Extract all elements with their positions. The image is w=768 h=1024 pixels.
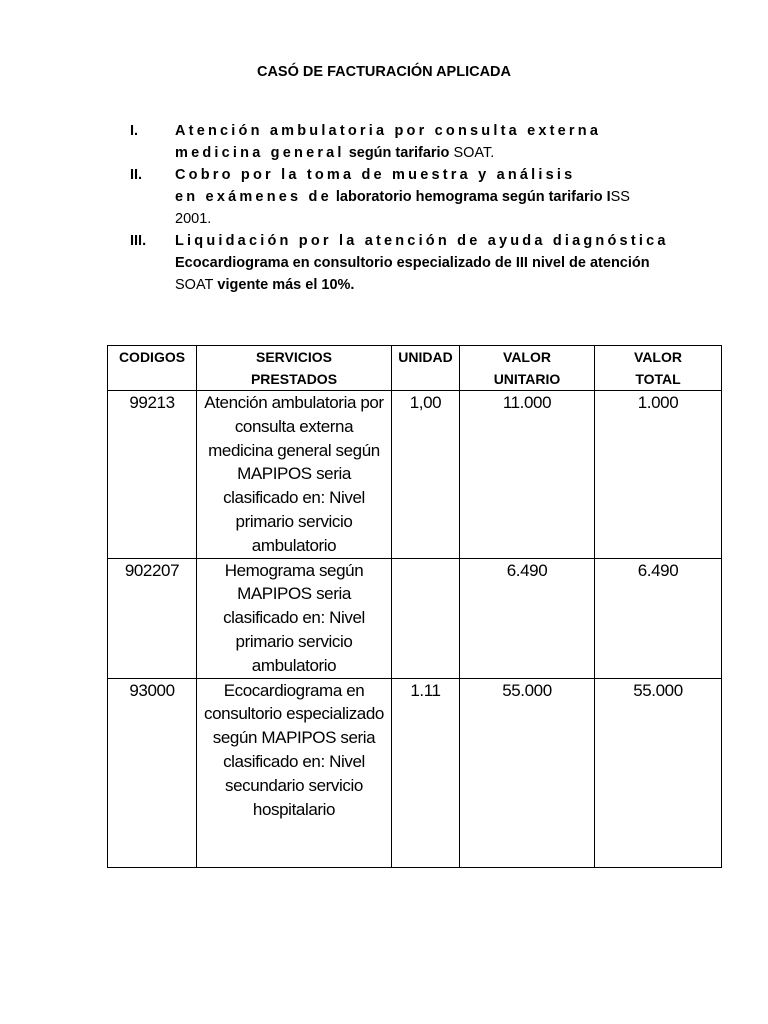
cell-codigo: 902207 bbox=[108, 558, 197, 678]
case-list bbox=[130, 120, 690, 296]
header-unidad: UNIDAD bbox=[392, 346, 460, 391]
header-codigos: CODIGOS bbox=[108, 346, 197, 391]
list-item bbox=[130, 120, 690, 164]
list-number: III. bbox=[130, 233, 147, 249]
cell-unidad: 1.11 bbox=[392, 678, 460, 867]
header-valor-total bbox=[595, 346, 722, 391]
cell-valor-total: 55.000 bbox=[595, 678, 722, 867]
cell-valor-unitario: 6.490 bbox=[460, 558, 595, 678]
table-row bbox=[108, 391, 722, 559]
list-line: Atención ambulatoria por consulta externa bbox=[175, 123, 602, 139]
table-row bbox=[108, 558, 722, 678]
header-text: VALOR bbox=[503, 349, 551, 365]
list-text: SOAT bbox=[175, 277, 214, 293]
cell-servicio: Hemograma según MAPIPOS seria clasificado en: Nivel primario servicio ambulatorio bbox=[197, 558, 392, 678]
header-text: UNITARIO bbox=[493, 371, 561, 387]
list-line: Liquidación por la atención de ayuda diagnóstica bbox=[175, 233, 669, 249]
cell-valor-unitario: 11.000 bbox=[460, 391, 595, 559]
list-text: vigente más el 10%. bbox=[213, 277, 355, 293]
list-text: en exámenes de bbox=[175, 189, 332, 205]
list-text: según tarifario bbox=[344, 145, 450, 161]
list-number: I. bbox=[130, 123, 139, 139]
list-line: Ecocardiograma en consultorio especializado de III nivel de atención bbox=[175, 255, 650, 271]
table-row bbox=[108, 678, 722, 867]
list-text: laboratorio hemograma según tarifario I bbox=[331, 189, 611, 205]
header-valor-unitario bbox=[460, 346, 595, 391]
cell-codigo: 93000 bbox=[108, 678, 197, 867]
billing-table bbox=[107, 345, 722, 868]
cell-valor-total: 1.000 bbox=[595, 391, 722, 559]
cell-servicio: Atención ambulatoria por consulta externa medicina general según MAPIPOS seria clasificado en: Nivel primario servicio ambulatorio bbox=[197, 391, 392, 559]
list-line: Cobro por la toma de muestra y análisis bbox=[175, 167, 576, 183]
header-text: SERVICIOS bbox=[256, 349, 332, 365]
list-text: SS bbox=[610, 189, 630, 205]
header-text: TOTAL bbox=[635, 371, 681, 387]
list-item-text bbox=[175, 230, 690, 296]
list-number: II. bbox=[130, 167, 143, 183]
document-title: CASÓ DE FACTURACIÓN APLICADA bbox=[256, 64, 512, 80]
list-item bbox=[130, 164, 690, 230]
cell-servicio: Ecocardiograma en consultorio especializado según MAPIPOS seria clasificado en: Nivel secundario servicio hospitalario bbox=[197, 678, 392, 867]
header-servicios bbox=[197, 346, 392, 391]
cell-valor-total: 6.490 bbox=[595, 558, 722, 678]
cell-valor-unitario: 55.000 bbox=[460, 678, 595, 867]
list-text: medicina general bbox=[175, 145, 345, 161]
header-text: VALOR bbox=[634, 349, 682, 365]
list-text: SOAT. bbox=[449, 145, 495, 161]
cell-unidad bbox=[392, 558, 460, 678]
header-text: PRESTADOS bbox=[250, 371, 338, 387]
list-item bbox=[130, 230, 690, 296]
list-item-text bbox=[175, 164, 690, 230]
table-header-row bbox=[108, 346, 722, 391]
list-line bbox=[175, 274, 690, 296]
cell-codigo: 99213 bbox=[108, 391, 197, 559]
list-line bbox=[175, 142, 690, 164]
list-item-text bbox=[175, 120, 690, 164]
list-line: 2001. bbox=[175, 211, 212, 227]
list-line bbox=[175, 186, 690, 208]
cell-unidad: 1,00 bbox=[392, 391, 460, 559]
